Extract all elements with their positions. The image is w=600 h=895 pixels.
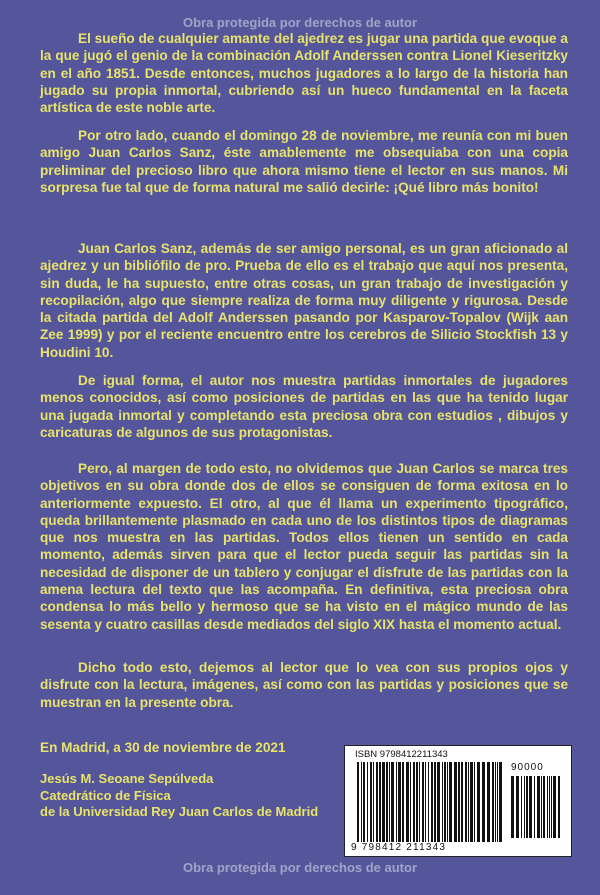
- barcode-bar: [389, 762, 390, 842]
- barcode-bar: [492, 762, 494, 842]
- barcode-bar: [495, 762, 496, 842]
- barcode-bar: [413, 762, 415, 842]
- barcode-bar: [391, 762, 394, 842]
- paragraph-4: De igual forma, el autor nos muestra partidas inmortales de jugadores menos conocidos, así como posiciones de partidas en las que ha tenido lugar una jugada inmortal y completando esta preciosa obra con estudios , dibujos y caricaturas de algunos de sus protagonistas.: [40, 373, 568, 440]
- barcode-bar: [541, 776, 542, 838]
- barcode-bar: [449, 762, 452, 842]
- barcode-bar: [402, 762, 404, 842]
- barcode-bar: [367, 762, 368, 842]
- barcode-bar: [497, 762, 498, 842]
- barcode-bar: [379, 762, 381, 842]
- barcode-bar: [410, 762, 411, 842]
- barcode-bar: [419, 762, 420, 842]
- watermark-top: Obra protegida por derechos de autor: [182, 15, 418, 30]
- barcode-bar: [547, 776, 548, 838]
- ean-barcode: [357, 762, 503, 842]
- signature-block: [40, 771, 318, 821]
- paragraph-5: Pero, al margen de todo esto, no olvidemos que Juan Carlos se marca tres objetivos en su obra donde dos de ellos se consiguen de forma exitosa en lo anteriormente expuesto. El otro, al que él llama un experimento tipográfico, queda brillantemente plasmado en cada uno de los distintos tipos de diagramas que nos muestra en las partidas. Todos ellos tienen un sentido en cada momento, además sirven para que el lector pueda seguir las partidas sin la necesidad de disponer de un tablero y conjugar el disfrute de las partidas con la amena lectura del texto que las acompaña. En definitiva, esta preciosa obra condensa lo más bello y hermoso que se ha visto en el mágico mundo de las sesenta y cuatro casillas desde mediados del siglo XIX hasta el momento actual.: [40, 461, 568, 632]
- barcode-bar: [363, 762, 365, 842]
- barcode-bar: [526, 776, 528, 838]
- barcode-bar: [386, 762, 388, 842]
- barcode-bar: [416, 762, 418, 842]
- barcode-bar: [437, 762, 440, 842]
- barcode-bar: [553, 776, 556, 838]
- date-line: En Madrid, a 30 de noviembre de 2021: [40, 740, 286, 755]
- barcode-bar: [477, 762, 480, 842]
- barcode-bar: [537, 776, 540, 838]
- paragraph-6: Dicho todo esto, dejemos al lector que lo vea con sus propios ojos y disfrute con la lectura, imágenes, así como con las partidas y posiciones que se muestran en la presente obra.: [40, 660, 568, 710]
- signature-title: Catedrático de Física: [40, 787, 171, 803]
- barcode-bar: [382, 762, 385, 842]
- paragraph-2: Por otro lado, cuando el domingo 28 de noviembre, me reunía con mi buen amigo Juan Carlos Sanz, éste amablemente me obsequiaba con una copia preliminar del precioso libro que ahora mismo tiene el lector en sus manos. Mi sorpresa fue tal que de forma natural me salió decirle: ¡Qué libro más bonito!: [40, 128, 568, 195]
- barcode-bar: [361, 762, 362, 842]
- signature-institution: de la Universidad Rey Juan Carlos de Madrid: [40, 804, 319, 819]
- barcode-box: [344, 745, 572, 857]
- barcode-bar: [398, 762, 401, 842]
- barcode-bar: [482, 762, 485, 842]
- barcode-bar: [454, 762, 457, 842]
- barcode-bar: [425, 762, 426, 842]
- barcode-bar: [487, 762, 490, 842]
- barcode-bar: [406, 762, 409, 842]
- barcode-bar: [516, 776, 519, 838]
- barcode-bar: [461, 762, 463, 842]
- barcode-bar: [465, 762, 467, 842]
- barcode-bar: [428, 762, 429, 842]
- paragraph-3: Juan Carlos Sanz, además de ser amigo personal, es un gran aficionado al ajedrez y un bibliófilo de pro. Prueba de ello es el trabajo que aquí nos presenta, sin duda, le ha supuesto, entre otras cosas, un gran trabajo de investigación y recopilación, algo que siempre realiza de forma muy diligente y rigurosa. Desde la citada partida del Adolf Anderssen pasando por Kasparov-Topalov (Wijk aan Zee 1999) y por el reciente encuentro entre los cerebros de Silicio Stockfish 13 y Houdini 10.: [40, 241, 568, 360]
- barcode-bar: [431, 762, 433, 842]
- barcode-bar: [376, 762, 378, 842]
- barcode-bar: [549, 776, 550, 838]
- barcode-bar: [524, 776, 525, 838]
- barcode-bar: [458, 762, 460, 842]
- barcode-bar: [442, 762, 443, 842]
- barcode-bar: [521, 776, 522, 838]
- price-barcode: [511, 776, 561, 838]
- barcode-bar: [444, 762, 446, 842]
- barcode-bar: [551, 776, 552, 838]
- barcode-bar: [357, 762, 359, 842]
- barcode-bar: [499, 762, 502, 842]
- isbn-label: ISBN 9798412211343: [355, 749, 448, 760]
- barcode-bar: [370, 762, 372, 842]
- barcode-bar: [534, 776, 535, 838]
- barcode-bar: [543, 776, 545, 838]
- barcode-bar: [468, 762, 469, 842]
- barcode-bar: [558, 776, 560, 838]
- barcode-bar: [470, 762, 473, 842]
- barcode-bar: [511, 776, 514, 838]
- barcode-digits: 9 798412 211343: [351, 842, 447, 853]
- barcode-bar: [529, 776, 532, 838]
- barcode-bar: [447, 762, 448, 842]
- paragraph-1: El sueño de cualquier amante del ajedrez es jugar una partida que evoque a la que jugó el genio de la combinación Adolf Anderssen contra Lionel Kieseritzky en el año 1851. Desde entonces, muchos jugadores a lo largo de la historia han jugado su propia inmortal, cubriendo así un hueco fundamental en la faceta artística de este noble arte.: [40, 31, 568, 116]
- barcode-bar: [422, 762, 424, 842]
- barcode-bar: [373, 762, 374, 842]
- barcode-bar: [396, 762, 397, 842]
- watermark-bottom: Obra protegida por derechos de autor: [182, 860, 418, 875]
- barcode-bar: [474, 762, 475, 842]
- signature-name: Jesús M. Seoane Sepúlveda: [40, 771, 214, 786]
- barcode-bar: [434, 762, 436, 842]
- price-code: 90000: [511, 762, 544, 773]
